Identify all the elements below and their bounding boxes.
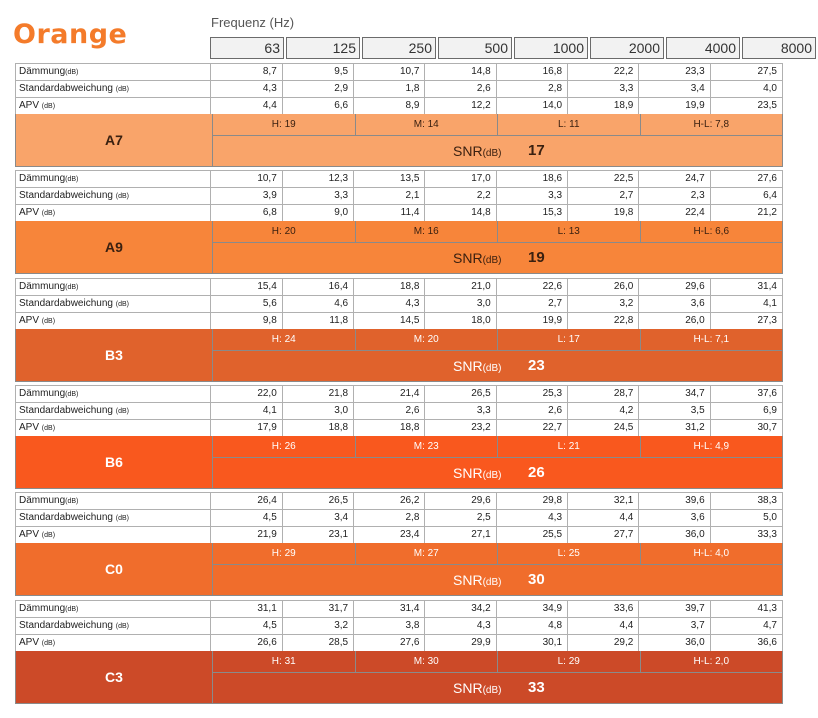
hml-value-l: L: 25 (497, 543, 640, 564)
unit-label: (dB) (65, 391, 79, 398)
hml-row (212, 329, 782, 351)
value-cell: 30,7 (757, 422, 777, 433)
row-label: Dämmung(dB) (16, 64, 211, 80)
value-cell: 31,7 (283, 601, 354, 617)
value-cell: 29,8 (497, 493, 568, 509)
snr-label: SNR(dB) (453, 250, 502, 266)
snr-value: 33 (528, 679, 545, 696)
row-label: Standardabweichung (dB) (16, 188, 211, 204)
value-cell: 38,3 (757, 495, 777, 506)
unit-label: (dB) (115, 623, 129, 630)
value-cell: 27,3 (757, 315, 777, 326)
row-label: Dämmung(dB) (16, 601, 211, 617)
hml-row (212, 221, 782, 243)
value-cell: 5,0 (763, 512, 777, 523)
value-cell: 26,0 (568, 279, 639, 295)
value-cell: 4,1 (763, 298, 777, 309)
snr-label: SNR(dB) (453, 572, 502, 588)
value-cell: 1,8 (354, 81, 425, 97)
product-block (15, 63, 783, 167)
value-cell: 3,6 (639, 296, 710, 312)
hml-row (212, 543, 782, 565)
snr-unit: (dB) (482, 685, 502, 696)
product-block (15, 492, 783, 596)
row-label: APV (dB) (16, 313, 211, 329)
value-cell: 26,2 (354, 493, 425, 509)
value-cell: 16,8 (497, 64, 568, 80)
hml-value-hl: H-L: 4,9 (640, 436, 783, 457)
value-cell: 4,3 (425, 618, 496, 634)
table-row (15, 492, 783, 509)
value-cell: 3,0 (283, 403, 354, 419)
value-cell: 2,8 (497, 81, 568, 97)
value-cell: 21,9 (211, 527, 282, 543)
unit-label: (dB) (115, 408, 129, 415)
unit-label: (dB) (41, 640, 56, 647)
value-cell: 3,9 (211, 188, 282, 204)
snr-row (212, 565, 782, 595)
value-cell: 26,0 (639, 313, 710, 329)
frequency-header-cell: 125 (286, 37, 360, 59)
table-row (15, 526, 783, 543)
value-cell: 33,6 (568, 601, 639, 617)
snr-row (212, 351, 782, 381)
unit-label: (dB) (41, 103, 56, 110)
rating-band (15, 221, 783, 274)
hml-value-m: M: 30 (355, 651, 498, 672)
table-row (15, 170, 783, 187)
product-block (15, 278, 783, 382)
snr-value: 23 (528, 357, 545, 374)
value-cell: 34,2 (425, 601, 496, 617)
value-cell: 4,2 (568, 403, 639, 419)
hml-value-l: L: 21 (497, 436, 640, 457)
table-row (15, 385, 783, 402)
value-cell: 3,2 (568, 296, 639, 312)
value-cell: 17,9 (211, 420, 282, 436)
value-cell: 22,7 (497, 420, 568, 436)
value-cell: 27,6 (354, 635, 425, 651)
value-cell: 6,4 (763, 190, 777, 201)
value-cell: 2,2 (425, 188, 496, 204)
frequency-header-cell: 2000 (590, 37, 664, 59)
value-cell: 4,8 (497, 618, 568, 634)
value-cell: 14,8 (425, 205, 496, 221)
value-cell: 4,3 (354, 296, 425, 312)
value-cell: 11,4 (354, 205, 425, 221)
value-cell: 25,5 (497, 527, 568, 543)
value-cell: 22,0 (211, 386, 282, 402)
value-cell: 3,7 (639, 618, 710, 634)
value-cell: 9,8 (211, 313, 282, 329)
value-cell: 4,0 (763, 83, 777, 94)
hml-row (212, 114, 782, 136)
hml-value-hl: H-L: 7,1 (640, 329, 783, 350)
value-cell: 24,5 (568, 420, 639, 436)
unit-label: (dB) (115, 301, 129, 308)
unit-label: (dB) (65, 176, 79, 183)
value-cell: 29,2 (568, 635, 639, 651)
value-cell: 29,6 (425, 493, 496, 509)
rating-band (15, 436, 783, 489)
value-cell: 3,6 (639, 510, 710, 526)
value-cell: 3,0 (425, 296, 496, 312)
unit-label: (dB) (41, 318, 56, 325)
value-cell: 4,1 (211, 403, 282, 419)
value-cell: 23,1 (283, 527, 354, 543)
value-cell: 25,3 (497, 386, 568, 402)
row-label: Standardabweichung (dB) (16, 403, 211, 419)
value-cell: 10,7 (354, 64, 425, 80)
value-cell: 26,5 (283, 493, 354, 509)
value-cell: 39,7 (639, 601, 710, 617)
value-cell: 3,4 (639, 81, 710, 97)
unit-label: (dB) (41, 210, 56, 217)
hml-value-l: L: 17 (497, 329, 640, 350)
value-cell: 22,8 (568, 313, 639, 329)
hml-value-h: H: 26 (212, 436, 355, 457)
product-block (15, 600, 783, 704)
snr-value: 19 (528, 249, 545, 266)
value-cell: 4,7 (763, 620, 777, 631)
value-cell: 22,5 (568, 171, 639, 187)
value-cell: 26,6 (211, 635, 282, 651)
table-row (15, 63, 783, 80)
value-cell: 17,0 (425, 171, 496, 187)
unit-label: (dB) (41, 425, 56, 432)
table-row (15, 634, 783, 651)
value-cell: 18,8 (354, 420, 425, 436)
value-cell: 36,0 (639, 635, 710, 651)
value-cell: 30,1 (497, 635, 568, 651)
hml-value-h: H: 29 (212, 543, 355, 564)
hml-row (212, 651, 782, 673)
value-cell: 31,4 (757, 281, 777, 292)
value-cell: 3,3 (425, 403, 496, 419)
row-label: APV (dB) (16, 205, 211, 221)
value-cell: 33,3 (757, 529, 777, 540)
hml-value-m: M: 14 (355, 114, 498, 135)
value-cell: 2,6 (425, 81, 496, 97)
value-cell: 2,1 (354, 188, 425, 204)
value-cell: 28,7 (568, 386, 639, 402)
unit-label: (dB) (41, 532, 56, 539)
filter-name: A7 (105, 132, 123, 148)
value-cell: 4,4 (568, 618, 639, 634)
snr-row (212, 243, 782, 273)
snr-label: SNR(dB) (453, 358, 502, 374)
value-cell: 19,9 (497, 313, 568, 329)
hml-value-h: H: 24 (212, 329, 355, 350)
hml-value-hl: H-L: 2,0 (640, 651, 783, 672)
filter-name: B3 (105, 347, 123, 363)
unit-label: (dB) (65, 69, 79, 76)
row-label: Standardabweichung (dB) (16, 81, 211, 97)
hml-value-hl: H-L: 7,8 (640, 114, 783, 135)
value-cell: 3,2 (283, 618, 354, 634)
row-label: APV (dB) (16, 420, 211, 436)
value-cell: 3,3 (497, 188, 568, 204)
value-cell: 13,5 (354, 171, 425, 187)
filter-name: C0 (105, 561, 123, 577)
unit-label: (dB) (115, 86, 129, 93)
hml-row (212, 436, 782, 458)
unit-label: (dB) (65, 284, 79, 291)
table-row (15, 97, 783, 114)
frequency-header-cell: 4000 (666, 37, 740, 59)
value-cell: 4,4 (211, 98, 282, 114)
filter-name: C3 (105, 669, 123, 685)
value-cell: 27,5 (757, 66, 777, 77)
unit-label: (dB) (115, 515, 129, 522)
value-cell: 31,1 (211, 601, 282, 617)
hml-value-m: M: 23 (355, 436, 498, 457)
value-cell: 29,6 (639, 279, 710, 295)
value-cell: 18,9 (568, 98, 639, 114)
snr-unit: (dB) (482, 577, 502, 588)
filter-name: A9 (105, 239, 123, 255)
value-cell: 28,5 (283, 635, 354, 651)
row-label: APV (dB) (16, 635, 211, 651)
snr-value: 30 (528, 571, 545, 588)
hml-value-h: H: 31 (212, 651, 355, 672)
value-cell: 3,3 (283, 188, 354, 204)
snr-unit: (dB) (482, 363, 502, 374)
value-cell: 14,0 (497, 98, 568, 114)
value-cell: 4,5 (211, 618, 282, 634)
value-cell: 27,1 (425, 527, 496, 543)
hml-value-l: L: 11 (497, 114, 640, 135)
value-cell: 9,0 (283, 205, 354, 221)
frequency-header-cell: 500 (438, 37, 512, 59)
table-row (15, 187, 783, 204)
frequency-axis-label: Frequenz (Hz) (211, 15, 295, 30)
value-cell: 23,5 (757, 100, 777, 111)
row-label: Dämmung(dB) (16, 171, 211, 187)
value-cell: 22,6 (497, 279, 568, 295)
value-cell: 8,7 (211, 64, 282, 80)
value-cell: 18,8 (283, 420, 354, 436)
snr-row (212, 458, 782, 488)
value-cell: 27,7 (568, 527, 639, 543)
snr-unit: (dB) (482, 255, 502, 266)
snr-label: SNR(dB) (453, 465, 502, 481)
filter-name: B6 (105, 454, 123, 470)
hml-value-h: H: 20 (212, 221, 355, 242)
value-cell: 36,0 (639, 527, 710, 543)
value-cell: 4,5 (211, 510, 282, 526)
row-label: Standardabweichung (dB) (16, 296, 211, 312)
hml-value-l: L: 29 (497, 651, 640, 672)
value-cell: 2,9 (283, 81, 354, 97)
hml-value-l: L: 13 (497, 221, 640, 242)
snr-label: SNR(dB) (453, 143, 502, 159)
value-cell: 3,3 (568, 81, 639, 97)
unit-label: (dB) (65, 606, 79, 613)
rating-band (15, 543, 783, 596)
value-cell: 31,4 (354, 601, 425, 617)
snr-value: 17 (528, 142, 545, 159)
hml-value-hl: H-L: 4,0 (640, 543, 783, 564)
value-cell: 34,7 (639, 386, 710, 402)
table-row (15, 600, 783, 617)
value-cell: 6,8 (211, 205, 282, 221)
table-row (15, 80, 783, 97)
value-cell: 4,6 (283, 296, 354, 312)
value-cell: 23,2 (425, 420, 496, 436)
snr-value: 26 (528, 464, 545, 481)
value-cell: 21,8 (283, 386, 354, 402)
hml-value-m: M: 27 (355, 543, 498, 564)
value-cell: 19,8 (568, 205, 639, 221)
frequency-header-cell: 63 (210, 37, 284, 59)
value-cell: 15,3 (497, 205, 568, 221)
row-label: Standardabweichung (dB) (16, 618, 211, 634)
rating-band (15, 329, 783, 382)
value-cell: 39,6 (639, 493, 710, 509)
value-cell: 2,7 (568, 188, 639, 204)
value-cell: 22,2 (568, 64, 639, 80)
value-cell: 29,9 (425, 635, 496, 651)
page-title: Orange (13, 19, 128, 50)
value-cell: 4,3 (497, 510, 568, 526)
value-cell: 10,7 (211, 171, 282, 187)
table-row (15, 312, 783, 329)
value-cell: 2,6 (354, 403, 425, 419)
frequency-header-cell: 1000 (514, 37, 588, 59)
value-cell: 3,4 (283, 510, 354, 526)
hml-value-h: H: 19 (212, 114, 355, 135)
value-cell: 8,9 (354, 98, 425, 114)
value-cell: 37,6 (757, 388, 777, 399)
snr-unit: (dB) (482, 148, 502, 159)
product-block (15, 170, 783, 274)
value-cell: 31,2 (639, 420, 710, 436)
value-cell: 14,5 (354, 313, 425, 329)
table-row (15, 204, 783, 221)
value-cell: 21,2 (757, 207, 777, 218)
value-cell: 18,0 (425, 313, 496, 329)
value-cell: 9,5 (283, 64, 354, 80)
value-cell: 2,6 (497, 403, 568, 419)
row-label: APV (dB) (16, 527, 211, 543)
value-cell: 2,8 (354, 510, 425, 526)
value-cell: 12,3 (283, 171, 354, 187)
value-cell: 6,6 (283, 98, 354, 114)
row-label: APV (dB) (16, 98, 211, 114)
value-cell: 18,8 (354, 279, 425, 295)
value-cell: 21,4 (354, 386, 425, 402)
frequency-header-cell: 250 (362, 37, 436, 59)
value-cell: 2,7 (497, 296, 568, 312)
value-cell: 24,7 (639, 171, 710, 187)
snr-unit: (dB) (482, 470, 502, 481)
value-cell: 41,3 (757, 603, 777, 614)
value-cell: 36,6 (757, 637, 777, 648)
value-cell: 14,8 (425, 64, 496, 80)
frequency-header-cell: 8000 (742, 37, 816, 59)
product-block (15, 385, 783, 489)
table-row (15, 278, 783, 295)
value-cell: 26,4 (211, 493, 282, 509)
value-cell: 5,6 (211, 296, 282, 312)
value-cell: 3,5 (639, 403, 710, 419)
value-cell: 22,4 (639, 205, 710, 221)
value-cell: 3,8 (354, 618, 425, 634)
hml-value-m: M: 16 (355, 221, 498, 242)
rating-band (15, 651, 783, 704)
value-cell: 23,4 (354, 527, 425, 543)
value-cell: 15,4 (211, 279, 282, 295)
rating-band (15, 114, 783, 167)
hml-value-m: M: 20 (355, 329, 498, 350)
snr-row (212, 673, 782, 703)
value-cell: 4,4 (568, 510, 639, 526)
value-cell: 2,5 (425, 510, 496, 526)
row-label: Standardabweichung (dB) (16, 510, 211, 526)
table-row (15, 419, 783, 436)
table-row (15, 509, 783, 526)
value-cell: 12,2 (425, 98, 496, 114)
value-cell: 26,5 (425, 386, 496, 402)
table-row (15, 402, 783, 419)
value-cell: 21,0 (425, 279, 496, 295)
value-cell: 23,3 (639, 64, 710, 80)
unit-label: (dB) (65, 498, 79, 505)
value-cell: 19,9 (639, 98, 710, 114)
row-label: Dämmung(dB) (16, 493, 211, 509)
value-cell: 32,1 (568, 493, 639, 509)
value-cell: 16,4 (283, 279, 354, 295)
table-row (15, 617, 783, 634)
snr-label: SNR(dB) (453, 680, 502, 696)
value-cell: 34,9 (497, 601, 568, 617)
unit-label: (dB) (115, 193, 129, 200)
value-cell: 4,3 (211, 81, 282, 97)
row-label: Dämmung(dB) (16, 279, 211, 295)
value-cell: 18,6 (497, 171, 568, 187)
table-row (15, 295, 783, 312)
frequency-header (210, 37, 818, 59)
value-cell: 6,9 (763, 405, 777, 416)
value-cell: 27,6 (757, 173, 777, 184)
hml-value-hl: H-L: 6,6 (640, 221, 783, 242)
snr-row (212, 136, 782, 166)
value-cell: 11,8 (283, 313, 354, 329)
row-label: Dämmung(dB) (16, 386, 211, 402)
value-cell: 2,3 (639, 188, 710, 204)
